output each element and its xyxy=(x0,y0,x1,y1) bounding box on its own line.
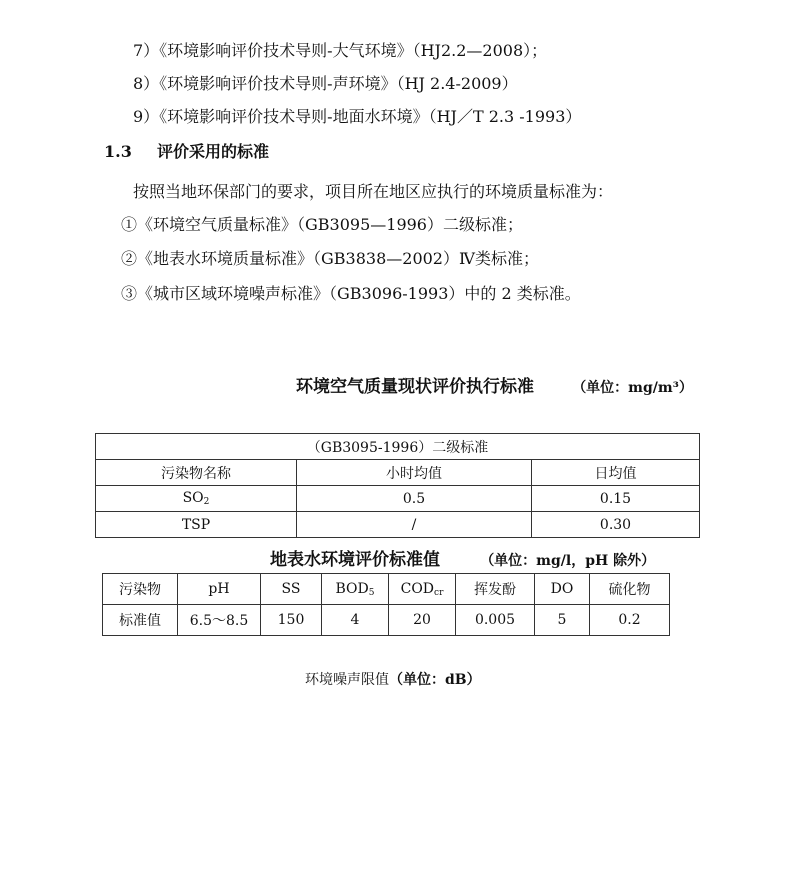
air-table-caption: （GB3095-1996）二级标准 xyxy=(96,434,700,460)
water-table-title-row xyxy=(270,550,655,571)
header-hourly: 小时均值 xyxy=(297,460,532,486)
pollutant-cell: $SO_2$ xyxy=(96,486,297,512)
air-quality-table xyxy=(95,433,700,538)
header-phenol: 挥发酚 xyxy=(456,574,535,605)
table-row xyxy=(96,486,700,512)
section-number: 1.3 xyxy=(104,142,132,161)
value-ph: 6.5～8.5 xyxy=(178,605,261,636)
air-table-title: 环境空气质量现状评价执行标准 xyxy=(296,377,534,397)
noise-caption-unit: （单位：dB） xyxy=(389,672,481,688)
section-title: 评价采用的标准 xyxy=(157,142,270,161)
header-ss: SS xyxy=(261,574,322,605)
header-do: DO xyxy=(535,574,590,605)
value-phenol: 0.005 xyxy=(456,605,535,636)
standard-air: ①《环境空气质量标准》（GB3095—1996）二级标准； xyxy=(121,215,523,234)
hourly-cell: 0.5 xyxy=(297,486,532,512)
header-cod: $COD_{cr}$ xyxy=(389,574,456,605)
header-sulfide: 硫化物 xyxy=(590,574,670,605)
noise-caption-text: 环境噪声限值 xyxy=(305,672,389,688)
value-label: 标准值 xyxy=(103,605,178,636)
header-pollutant: 污染物名称 xyxy=(96,460,297,486)
surface-water-table xyxy=(102,573,670,636)
header-label: 污染物 xyxy=(103,574,178,605)
header-ph: pH xyxy=(178,574,261,605)
table-row xyxy=(96,434,700,460)
pollutant-cell: TSP xyxy=(96,512,297,538)
value-cod: 20 xyxy=(389,605,456,636)
daily-cell: 0.15 xyxy=(532,486,700,512)
value-bod: 4 xyxy=(322,605,389,636)
water-table-title: 地表水环境评价标准值 xyxy=(270,550,440,570)
table-row xyxy=(103,574,670,605)
value-sulfide: 0.2 xyxy=(590,605,670,636)
water-table-unit: （单位：mg/l，pH 除外） xyxy=(480,553,656,569)
header-daily: 日均值 xyxy=(532,460,700,486)
standard-water: ②《地表水环境质量标准》（GB3838—2002）Ⅳ类标准； xyxy=(121,249,539,268)
table-row xyxy=(96,460,700,486)
value-do: 5 xyxy=(535,605,590,636)
reference-7: 7）《环境影响评价技术导则-大气环境》（HJ2.2—2008）； xyxy=(133,41,548,60)
table-row xyxy=(103,605,670,636)
value-ss: 150 xyxy=(261,605,322,636)
reference-8: 8）《环境影响评价技术导则-声环境》（HJ 2.4-2009） xyxy=(133,74,518,93)
air-table-unit: （单位：mg/m³） xyxy=(572,380,693,396)
daily-cell: 0.30 xyxy=(532,512,700,538)
air-table-title-row xyxy=(296,377,693,398)
intro-text: 按照当地环保部门的要求，项目所在地区应执行的环境质量标准为： xyxy=(133,182,614,201)
header-bod: $BOD_5$ xyxy=(322,574,389,605)
section-heading xyxy=(104,142,269,162)
table-row xyxy=(96,512,700,538)
noise-caption xyxy=(305,670,481,690)
hourly-cell: / xyxy=(297,512,532,538)
reference-9: 9）《环境影响评价技术导则-地面水环境》（HJ／T 2.3 -1993） xyxy=(133,107,582,126)
standard-noise: ③《城市区域环境噪声标准》（GB3096-1993）中的 2 类标准。 xyxy=(121,284,581,303)
